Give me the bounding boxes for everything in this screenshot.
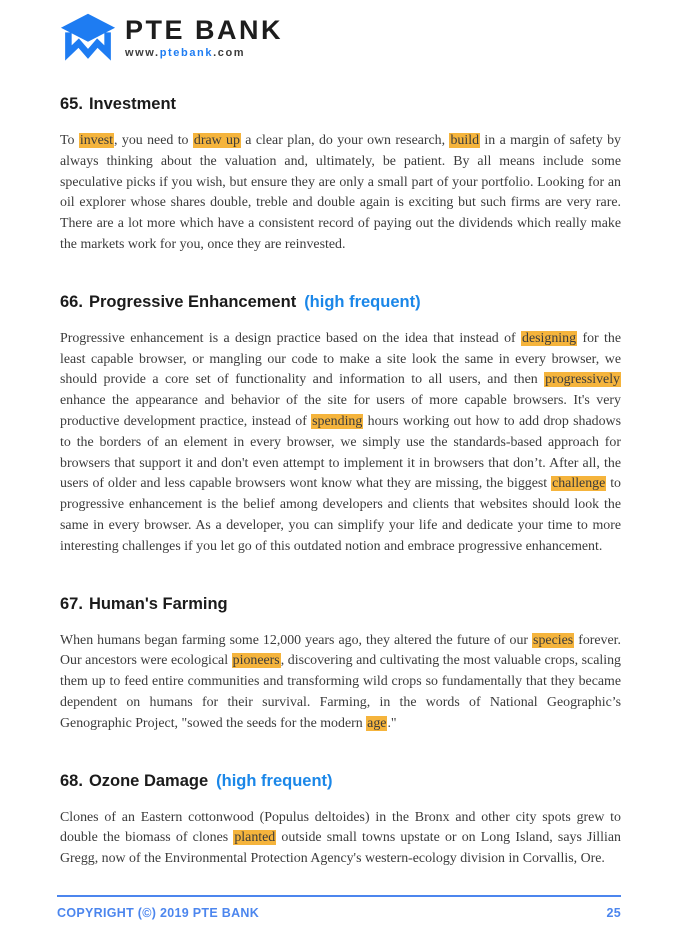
section-heading xyxy=(60,293,621,312)
highlighted-term: challenge xyxy=(552,476,606,492)
section-number: 67. xyxy=(60,594,83,613)
highlighted-term: invest xyxy=(79,133,114,148)
highlighted-term: progressively xyxy=(545,372,620,388)
highlighted-term: spending xyxy=(312,413,363,429)
highlighted-term: build xyxy=(450,133,480,148)
highlighted-term: species xyxy=(533,632,574,648)
text-run: outside small towns upstate or on Long Island, says Jillian Gregg, now of the Environmental Protection Agency's western-ecology division in Corvallis, Ore. xyxy=(60,830,621,867)
text-run: ." xyxy=(387,715,397,731)
highlighted-term: age xyxy=(367,715,387,731)
section-paragraph xyxy=(60,329,621,558)
section-frequency-tag: (high frequent) xyxy=(304,292,421,311)
section-title: Investment xyxy=(88,95,177,113)
logo xyxy=(60,10,621,66)
text-run: hours working out how to add drop shadows to the borders of an element in every browser, we simply use the standards-based approach for browsers that support it and don't even attempt to implement it in browsers that don’t. After all, the users of older and less capable browsers wont know what they are missing, the biggest xyxy=(60,413,621,492)
text-run: in a margin of safety by always thinking about the valuation and, ultimately, be patient. By all means include some speculative picks if you wish, but ensure they are only a small part of your portfolio. Looking for an oil explorer whose shares double, treble and double again is exciting but such firms are very rare. There are a lot more which have a consistent record of paying out the dividends which really make the markets work for you, once they are reinvested. xyxy=(60,133,621,252)
section-number: 65. xyxy=(60,95,83,113)
text-run: for the least capable browser, or mangling our code to make a site look the same in every browser, we should provide a core set of functionality and information to all users, and then xyxy=(60,330,621,388)
highlighted-term: planted xyxy=(234,830,276,846)
highlighted-term: designing xyxy=(522,330,577,346)
logo-url-suffix: .com xyxy=(213,47,246,59)
text-run: a clear plan, do your own research, xyxy=(240,133,450,148)
text-run: , discovering and cultivating the most valuable crops, scaling them up to feed entire communities and transforming wild crops so fundamentally that they became dependent on humans for their survival. Farming, in the words of National Geographic’s Genographic Project, "sowed the seeds for the modern xyxy=(60,653,621,731)
highlighted-term: pioneers xyxy=(232,653,280,669)
text-run: , you need to xyxy=(114,133,193,148)
section-paragraph xyxy=(60,631,621,735)
page-number: 25 xyxy=(606,906,621,920)
text-run: forever. Our ancestors were ecological xyxy=(60,632,621,669)
section-number: 68. xyxy=(60,771,83,790)
section-heading xyxy=(60,595,621,614)
logo-url xyxy=(125,47,283,59)
logo-text xyxy=(125,17,283,59)
copyright-text: COPYRIGHT (©) 2019 PTE BANK xyxy=(57,906,260,920)
logo-url-brand: ptebank xyxy=(159,47,214,59)
page-footer xyxy=(57,895,621,920)
text-run: To xyxy=(60,133,79,148)
section-title: Human's Farming xyxy=(88,594,228,613)
text-run: Progressive enhancement is a design practice based on the idea that instead of xyxy=(60,330,522,346)
text-run: to progressive enhancement is the belief among developers and clients that websites should look the same in every browser. As a developer, you can simplify your life and dedicate your time to more interesting challenges if you let go of this outdated notion and embrace progressive enhancement. xyxy=(60,476,621,554)
section-frequency-tag: (high frequent) xyxy=(216,771,333,790)
text-run: When humans began farming some 12,000 years ago, they altered the future of our xyxy=(60,632,533,648)
text-run: Clones of an Eastern cottonwood (Populus deltoides) in the Bronx and other city spots grew to double the biomass of clones xyxy=(60,809,621,846)
section-number: 66. xyxy=(60,292,83,311)
document-body xyxy=(60,95,621,870)
text-run: enhance the appearance and behavior of the site for users of more capable browsers. It's very productive development practice, instead of xyxy=(60,393,621,429)
section-paragraph xyxy=(60,131,621,256)
section-heading xyxy=(60,772,621,791)
logo-url-prefix: www. xyxy=(125,47,160,59)
section-title: Ozone Damage xyxy=(88,771,209,790)
section-paragraph xyxy=(60,808,621,870)
logo-title: PTE BANK xyxy=(125,15,284,45)
highlighted-term: draw up xyxy=(193,133,240,148)
section-heading xyxy=(60,95,621,114)
section-title: Progressive Enhancement xyxy=(88,292,297,311)
graduation-cap-icon xyxy=(60,12,116,64)
